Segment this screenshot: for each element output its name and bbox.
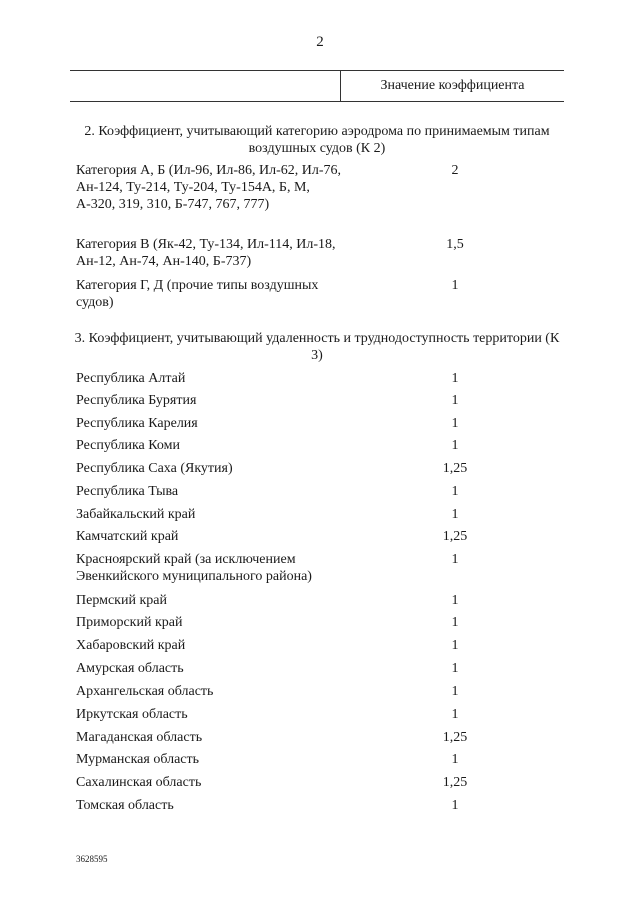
row-label: Сахалинская область (76, 775, 202, 790)
row-label: Республика Саха (Якутия) (76, 461, 233, 476)
row-label: Категория В (Як-42, Ту-134, Ил-114, Ил-18, Ан-12, Ан-74, Ан-140, Б-737) (76, 237, 336, 269)
table-header (70, 70, 564, 102)
row-label: Республика Коми (76, 438, 180, 453)
page-number: 2 (316, 34, 324, 50)
row-value: 1 (451, 707, 459, 722)
row-value: 1,25 (442, 775, 468, 790)
row-label: Категория А, Б (Ил-96, Ил-86, Ил-62, Ил-76, Ан-124, Ту-214, Ту-204, Ту-154А, Б, М, А-320, 319, 310, Б-747, 767, 777) (76, 163, 342, 212)
row-label: Республика Бурятия (76, 393, 197, 408)
row-label: Категория Г, Д (прочие типы воздушных судов) (76, 278, 319, 310)
row-value: 1 (451, 638, 459, 653)
row-value: 1 (451, 393, 459, 408)
row-label: Республика Алтай (76, 371, 186, 386)
row-value: 1 (451, 661, 459, 676)
row-value: 1,25 (442, 730, 468, 745)
row-value: 1 (451, 615, 459, 630)
row-label: Амурская область (76, 661, 184, 676)
section-2-title: 2. Коэффициент, учитывающий категорию аэродрома по принимаемым типам воздушных судов (К 2) (84, 124, 550, 156)
row-label: Хабаровский край (76, 638, 186, 653)
row-label: Иркутская область (76, 707, 188, 722)
row-value: 1,25 (442, 529, 468, 544)
row-value: 1 (451, 552, 459, 567)
row-label: Приморский край (76, 615, 183, 630)
row-label: Томская область (76, 798, 174, 813)
row-value: 1 (451, 484, 459, 499)
row-value: 1 (451, 278, 459, 293)
row-value: 1,25 (442, 461, 468, 476)
row-value: 1 (451, 438, 459, 453)
row-label: Красноярский край (за исключением Эвенкийского муниципального района) (76, 552, 312, 584)
row-value: 1 (451, 416, 459, 431)
row-label: Мурманская область (76, 752, 200, 767)
row-label: Забайкальский край (76, 507, 196, 522)
row-value: 1 (451, 752, 459, 767)
row-value: 1 (451, 593, 459, 608)
row-value: 1 (451, 798, 459, 813)
row-label: Камчатский край (76, 529, 179, 544)
row-label: Пермский край (76, 593, 167, 608)
row-value: 1,5 (446, 237, 464, 252)
row-label: Республика Тыва (76, 484, 179, 499)
document-code: 3628595 (76, 854, 108, 864)
section-3-title: 3. Коэффициент, учитывающий удаленность и труднодоступность территории (К 3) (74, 331, 560, 363)
row-value: 1 (451, 371, 459, 386)
row-label: Архангельская область (76, 684, 214, 699)
value-column-header: Значение коэффициента (380, 78, 525, 93)
row-label: Магаданская область (76, 730, 203, 745)
row-value: 1 (451, 507, 459, 522)
row-value: 2 (451, 163, 459, 178)
row-value: 1 (451, 684, 459, 699)
row-label: Республика Карелия (76, 416, 198, 431)
